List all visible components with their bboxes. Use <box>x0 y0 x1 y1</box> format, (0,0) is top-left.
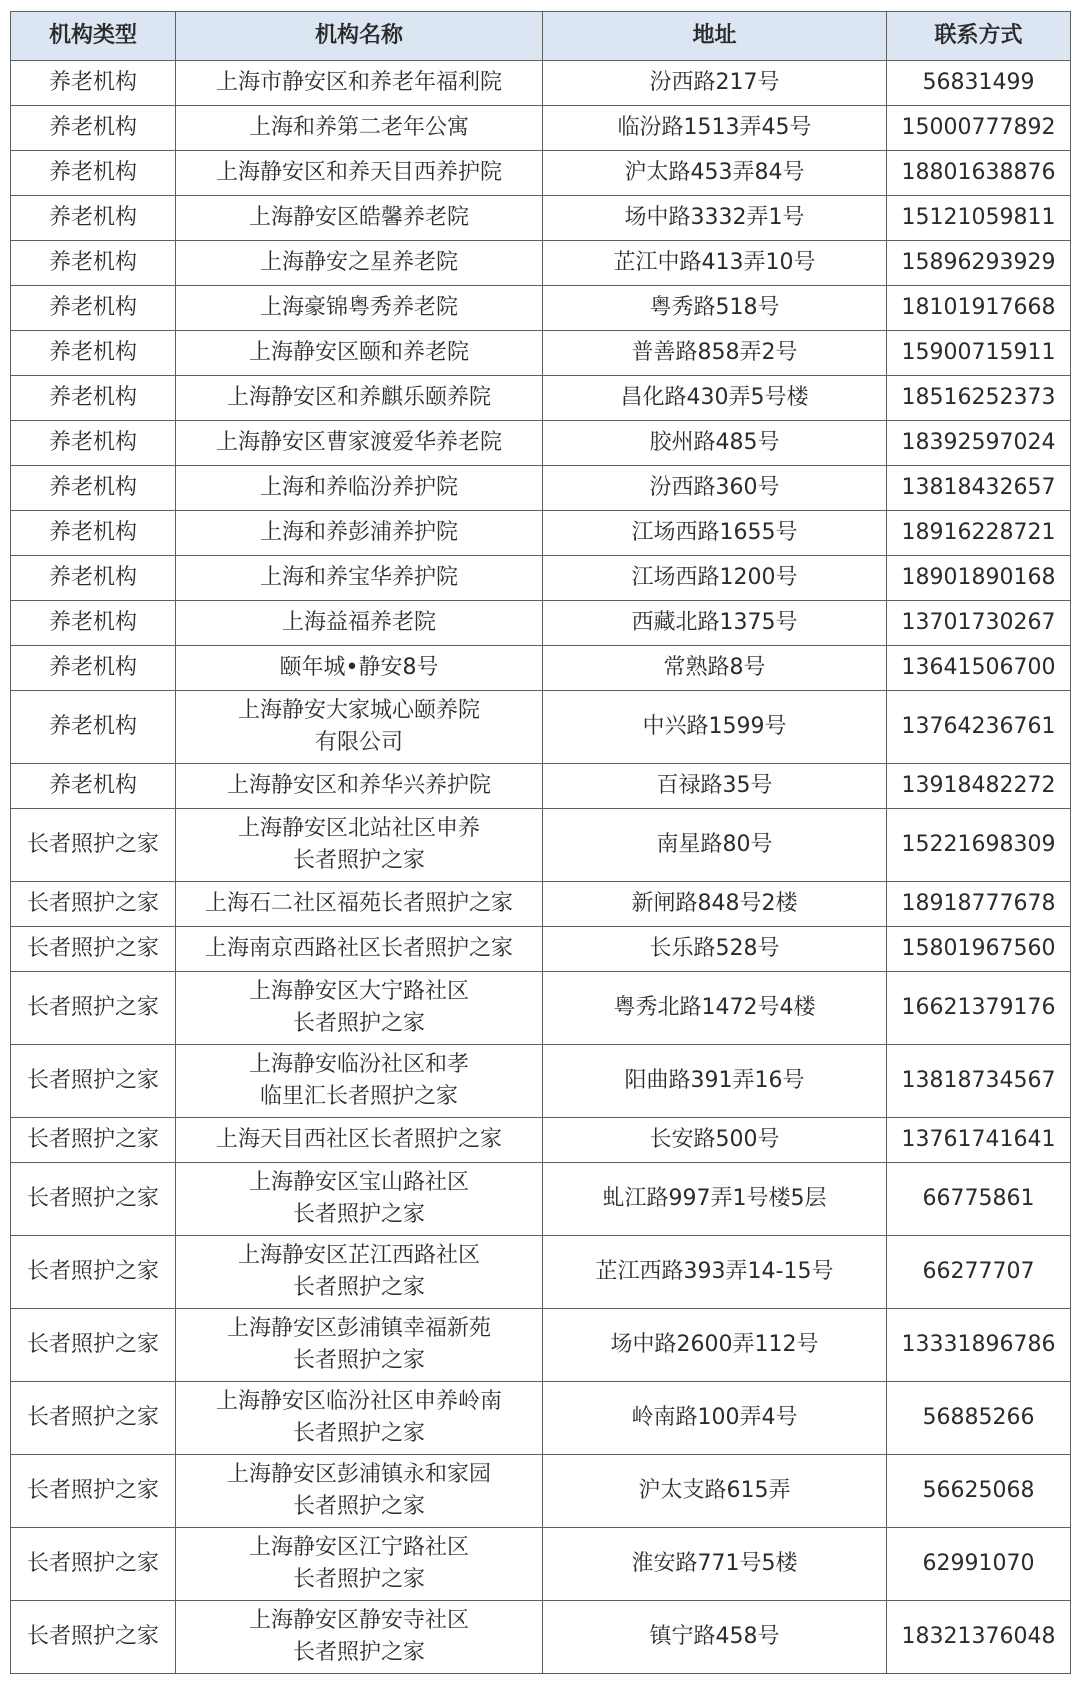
address-cell <box>543 1118 887 1163</box>
phone-cell-text: 18392597024 <box>901 430 1056 455</box>
type-cell-text: 长者照护之家 <box>26 1624 159 1649</box>
phone-cell <box>887 241 1071 286</box>
name-cell <box>176 241 543 286</box>
address-cell <box>543 1309 887 1382</box>
address-cell <box>543 1382 887 1455</box>
type-cell-text: 养老机构 <box>48 295 137 320</box>
type-cell-text: 长者照护之家 <box>26 1332 159 1357</box>
address-cell-text: 胶州路485号 <box>649 430 780 455</box>
table-row <box>11 196 1071 241</box>
name-cell-text: 上海静安区芷江西路社区 长者照护之家 <box>237 1243 480 1300</box>
name-cell-text: 上海静安大家城心颐养院 有限公司 <box>237 698 480 755</box>
phone-cell <box>887 1382 1071 1455</box>
name-cell-text: 上海静安区彭浦镇永和家园 长者照护之家 <box>226 1462 491 1519</box>
type-cell-text: 养老机构 <box>48 250 137 275</box>
name-cell-text: 上海石二社区福苑长者照护之家 <box>204 891 513 916</box>
name-cell-text: 上海和养彭浦养护院 <box>259 520 458 545</box>
type-cell <box>11 196 176 241</box>
name-cell <box>176 151 543 196</box>
phone-cell <box>887 556 1071 601</box>
table-row <box>11 376 1071 421</box>
phone-cell-text: 18801638876 <box>901 160 1056 185</box>
phone-cell <box>887 809 1071 882</box>
address-cell <box>543 241 887 286</box>
phone-cell-text: 15121059811 <box>901 205 1056 230</box>
name-cell <box>176 286 543 331</box>
type-cell <box>11 1118 176 1163</box>
phone-cell <box>887 764 1071 809</box>
phone-cell <box>887 972 1071 1045</box>
name-cell-text: 上海静安区北站社区申养 长者照护之家 <box>237 816 480 873</box>
type-cell <box>11 1382 176 1455</box>
table-row <box>11 882 1071 927</box>
name-cell <box>176 511 543 556</box>
phone-cell-text: 13701730267 <box>901 610 1056 635</box>
phone-cell <box>887 601 1071 646</box>
phone-cell <box>887 1045 1071 1118</box>
address-cell-text: 临汾路1513弄45号 <box>617 115 812 140</box>
name-cell <box>176 421 543 466</box>
type-cell-text: 养老机构 <box>48 565 137 590</box>
type-cell <box>11 972 176 1045</box>
phone-cell <box>887 1118 1071 1163</box>
address-cell-text: 中兴路1599号 <box>642 714 787 739</box>
phone-cell <box>887 466 1071 511</box>
type-cell-text: 长者照护之家 <box>26 891 159 916</box>
name-cell <box>176 1236 543 1309</box>
address-cell-text: 汾西路217号 <box>649 70 780 95</box>
phone-cell-text: 18916228721 <box>901 520 1056 545</box>
address-cell-text: 粤秀路518号 <box>649 295 780 320</box>
address-cell-text: 场中路2600弄112号 <box>610 1332 819 1357</box>
table-row <box>11 691 1071 764</box>
name-cell-text: 上海静安区大宁路社区 长者照护之家 <box>248 979 469 1036</box>
name-cell-text: 上海静安区颐和养老院 <box>248 340 469 365</box>
phone-cell <box>887 511 1071 556</box>
type-cell-text: 长者照护之家 <box>26 1478 159 1503</box>
phone-cell <box>887 882 1071 927</box>
type-cell <box>11 511 176 556</box>
phone-cell <box>887 927 1071 972</box>
table-row <box>11 1455 1071 1528</box>
type-cell-text: 养老机构 <box>48 610 137 635</box>
phone-cell-text: 13331896786 <box>901 1332 1056 1357</box>
name-cell-text: 上海益福养老院 <box>281 610 436 635</box>
name-cell-text: 上海静安区江宁路社区 长者照护之家 <box>248 1535 469 1592</box>
type-cell <box>11 764 176 809</box>
address-cell <box>543 1601 887 1674</box>
type-cell-text: 养老机构 <box>48 385 137 410</box>
address-cell <box>543 1528 887 1601</box>
table-row <box>11 1118 1071 1163</box>
phone-cell <box>887 1528 1071 1601</box>
address-cell-text: 阳曲路391弄16号 <box>624 1068 805 1093</box>
table-row <box>11 61 1071 106</box>
table-row <box>11 1528 1071 1601</box>
phone-cell-text: 56831499 <box>922 70 1035 95</box>
phone-cell-text: 15896293929 <box>901 250 1056 275</box>
phone-cell-text: 13818734567 <box>901 1068 1056 1093</box>
name-cell-text: 上海静安临汾社区和孝 临里汇长者照护之家 <box>248 1052 469 1109</box>
table-row <box>11 331 1071 376</box>
type-cell <box>11 1309 176 1382</box>
name-cell <box>176 1163 543 1236</box>
type-cell-text: 养老机构 <box>48 430 137 455</box>
table-row <box>11 972 1071 1045</box>
name-cell <box>176 106 543 151</box>
name-cell-text: 上海和养第二老年公寓 <box>248 115 469 140</box>
type-cell <box>11 61 176 106</box>
type-cell-text: 长者照护之家 <box>26 1127 159 1152</box>
address-cell <box>543 601 887 646</box>
phone-cell-text: 13761741641 <box>901 1127 1056 1152</box>
name-cell-text: 上海静安区和养麒乐颐养院 <box>226 385 491 410</box>
address-cell <box>543 466 887 511</box>
name-cell <box>176 1455 543 1528</box>
phone-cell <box>887 61 1071 106</box>
phone-cell-text: 18901890168 <box>901 565 1056 590</box>
phone-cell <box>887 286 1071 331</box>
address-cell-text: 粤秀北路1472号4楼 <box>613 995 816 1020</box>
name-cell <box>176 809 543 882</box>
address-cell-text: 岭南路100弄4号 <box>631 1405 798 1430</box>
address-cell-text: 汾西路360号 <box>649 475 780 500</box>
phone-cell <box>887 691 1071 764</box>
phone-cell-text: 13818432657 <box>901 475 1056 500</box>
header-row <box>11 12 1071 61</box>
address-cell-text: 长安路500号 <box>649 1127 780 1152</box>
table-row <box>11 466 1071 511</box>
table-body <box>11 61 1071 1674</box>
address-cell <box>543 927 887 972</box>
type-cell <box>11 376 176 421</box>
phone-cell <box>887 1309 1071 1382</box>
phone-cell-text: 15900715911 <box>901 340 1056 365</box>
type-cell <box>11 421 176 466</box>
address-cell <box>543 151 887 196</box>
address-cell <box>543 882 887 927</box>
table-row <box>11 286 1071 331</box>
table-row <box>11 511 1071 556</box>
name-cell-text: 上海和养宝华养护院 <box>259 565 458 590</box>
type-cell <box>11 151 176 196</box>
name-cell <box>176 1045 543 1118</box>
type-cell-text: 长者照护之家 <box>26 995 159 1020</box>
table-row <box>11 809 1071 882</box>
phone-cell <box>887 1455 1071 1528</box>
type-cell <box>11 556 176 601</box>
type-cell <box>11 882 176 927</box>
phone-cell <box>887 421 1071 466</box>
phone-cell-text: 18321376048 <box>901 1624 1056 1649</box>
phone-cell-text: 62991070 <box>922 1551 1035 1576</box>
type-cell <box>11 331 176 376</box>
type-cell-text: 长者照护之家 <box>26 1068 159 1093</box>
name-cell-text: 上海和养临汾养护院 <box>259 475 458 500</box>
address-cell <box>543 1455 887 1528</box>
name-cell-text: 上海静安区宝山路社区 长者照护之家 <box>248 1170 469 1227</box>
phone-cell-text: 13764236761 <box>901 714 1056 739</box>
type-cell <box>11 601 176 646</box>
address-cell <box>543 421 887 466</box>
name-cell <box>176 972 543 1045</box>
name-cell <box>176 764 543 809</box>
type-cell <box>11 1601 176 1674</box>
address-cell-text: 长乐路528号 <box>649 936 780 961</box>
table-row <box>11 1045 1071 1118</box>
name-cell <box>176 556 543 601</box>
type-cell-text: 养老机构 <box>48 70 137 95</box>
phone-cell-text: 15221698309 <box>901 832 1056 857</box>
type-cell <box>11 691 176 764</box>
table-row <box>11 1382 1071 1455</box>
phone-cell <box>887 196 1071 241</box>
phone-cell-text: 66775861 <box>922 1186 1035 1211</box>
address-cell <box>543 511 887 556</box>
address-cell-text: 江场西路1655号 <box>631 520 798 545</box>
phone-cell-text: 66277707 <box>922 1259 1035 1284</box>
name-cell-text: 上海静安区临汾社区申养岭南 长者照护之家 <box>215 1389 502 1446</box>
name-cell-text: 颐年城•静安8号 <box>279 655 439 680</box>
phone-cell-text: 18918777678 <box>901 891 1056 916</box>
name-cell-text: 上海南京西路社区长者照护之家 <box>204 936 513 961</box>
name-cell-text: 上海静安之星养老院 <box>259 250 458 275</box>
phone-cell <box>887 646 1071 691</box>
address-cell <box>543 286 887 331</box>
address-cell-text: 普善路858弄2号 <box>631 340 798 365</box>
type-cell-text: 养老机构 <box>48 160 137 185</box>
type-cell <box>11 1236 176 1309</box>
name-cell <box>176 466 543 511</box>
phone-cell-text: 18516252373 <box>901 385 1056 410</box>
address-cell-text: 百禄路35号 <box>656 773 773 798</box>
table-row <box>11 556 1071 601</box>
address-cell <box>543 691 887 764</box>
name-cell <box>176 927 543 972</box>
address-cell-text: 芷江中路413弄10号 <box>613 250 816 275</box>
type-cell <box>11 646 176 691</box>
type-cell <box>11 106 176 151</box>
type-cell-text: 长者照护之家 <box>26 1186 159 1211</box>
name-cell-text: 上海静安区彭浦镇幸福新苑 长者照护之家 <box>226 1316 491 1373</box>
type-cell-text: 养老机构 <box>48 714 137 739</box>
phone-cell <box>887 1163 1071 1236</box>
type-cell-text: 长者照护之家 <box>26 1405 159 1430</box>
table-row <box>11 1236 1071 1309</box>
address-cell <box>543 376 887 421</box>
table-row <box>11 1601 1071 1674</box>
table-row <box>11 927 1071 972</box>
type-cell-text: 养老机构 <box>48 520 137 545</box>
table-row <box>11 421 1071 466</box>
address-cell-text: 沪太路453弄84号 <box>624 160 805 185</box>
name-cell <box>176 331 543 376</box>
name-cell <box>176 882 543 927</box>
address-cell-text: 场中路3332弄1号 <box>624 205 805 230</box>
address-cell <box>543 331 887 376</box>
phone-cell <box>887 151 1071 196</box>
name-cell-text: 上海天目西社区长者照护之家 <box>215 1127 502 1152</box>
address-cell-text: 镇宁路458号 <box>649 1624 780 1649</box>
address-cell-text: 芷江西路393弄14-15号 <box>595 1259 834 1284</box>
address-cell-text: 虬江路997弄1号楼5层 <box>602 1186 827 1211</box>
type-cell <box>11 241 176 286</box>
type-cell-text: 养老机构 <box>48 773 137 798</box>
name-cell <box>176 601 543 646</box>
name-cell <box>176 61 543 106</box>
name-cell <box>176 1382 543 1455</box>
name-cell-text: 上海静安区曹家渡爱华养老院 <box>215 430 502 455</box>
type-cell <box>11 927 176 972</box>
phone-cell-text: 18101917668 <box>901 295 1056 320</box>
address-cell-text: 新闸路848号2楼 <box>631 891 798 916</box>
address-cell-text: 江场西路1200号 <box>631 565 798 590</box>
type-cell <box>11 1455 176 1528</box>
table-row <box>11 151 1071 196</box>
institution-table <box>10 11 1071 1674</box>
phone-cell-text: 56885266 <box>922 1405 1035 1430</box>
table-row <box>11 1309 1071 1382</box>
address-cell <box>543 1163 887 1236</box>
address-cell-text: 昌化路430弄5号楼 <box>620 385 809 410</box>
type-cell-text: 长者照护之家 <box>26 1551 159 1576</box>
type-cell <box>11 1045 176 1118</box>
table-row <box>11 601 1071 646</box>
type-cell-text: 养老机构 <box>48 115 137 140</box>
type-cell <box>11 466 176 511</box>
address-cell <box>543 809 887 882</box>
address-cell <box>543 61 887 106</box>
name-cell <box>176 196 543 241</box>
type-cell-text: 养老机构 <box>48 340 137 365</box>
address-cell <box>543 196 887 241</box>
name-cell-text: 上海静安区和养华兴养护院 <box>226 773 491 798</box>
address-cell <box>543 646 887 691</box>
phone-cell <box>887 376 1071 421</box>
address-cell-text: 淮安路771号5楼 <box>631 1551 798 1576</box>
type-cell-text: 长者照护之家 <box>26 936 159 961</box>
table-row <box>11 646 1071 691</box>
header-address: 地址 <box>543 12 887 61</box>
phone-cell <box>887 1601 1071 1674</box>
name-cell-text: 上海豪锦粤秀养老院 <box>259 295 458 320</box>
phone-cell-text: 13918482272 <box>901 773 1056 798</box>
type-cell <box>11 809 176 882</box>
name-cell <box>176 376 543 421</box>
name-cell <box>176 691 543 764</box>
address-cell <box>543 556 887 601</box>
type-cell-text: 长者照护之家 <box>26 1259 159 1284</box>
phone-cell-text: 56625068 <box>922 1478 1035 1503</box>
name-cell <box>176 1118 543 1163</box>
address-cell <box>543 764 887 809</box>
address-cell <box>543 106 887 151</box>
type-cell-text: 长者照护之家 <box>26 832 159 857</box>
phone-cell-text: 15801967560 <box>901 936 1056 961</box>
header-type: 机构类型 <box>11 12 176 61</box>
table-row <box>11 1163 1071 1236</box>
type-cell-text: 养老机构 <box>48 655 137 680</box>
address-cell-text: 南星路80号 <box>656 832 773 857</box>
table-row <box>11 106 1071 151</box>
name-cell <box>176 646 543 691</box>
address-cell <box>543 972 887 1045</box>
name-cell-text: 上海静安区静安寺社区 长者照护之家 <box>248 1608 469 1665</box>
address-cell-text: 西藏北路1375号 <box>631 610 798 635</box>
phone-cell-text: 16621379176 <box>901 995 1056 1020</box>
phone-cell <box>887 331 1071 376</box>
name-cell <box>176 1309 543 1382</box>
table-row <box>11 241 1071 286</box>
name-cell-text: 上海静安区皓馨养老院 <box>248 205 469 230</box>
phone-cell-text: 15000777892 <box>901 115 1056 140</box>
phone-cell-text: 13641506700 <box>901 655 1056 680</box>
phone-cell <box>887 1236 1071 1309</box>
address-cell-text: 常熟路8号 <box>663 655 766 680</box>
table-row <box>11 764 1071 809</box>
name-cell <box>176 1601 543 1674</box>
type-cell-text: 养老机构 <box>48 205 137 230</box>
name-cell <box>176 1528 543 1601</box>
name-cell-text: 上海市静安区和养老年福利院 <box>215 70 502 95</box>
phone-cell <box>887 106 1071 151</box>
header-phone: 联系方式 <box>887 12 1071 61</box>
address-cell-text: 沪太支路615弄 <box>638 1478 791 1503</box>
address-cell <box>543 1045 887 1118</box>
type-cell <box>11 286 176 331</box>
name-cell-text: 上海静安区和养天目西养护院 <box>215 160 502 185</box>
type-cell <box>11 1528 176 1601</box>
header-name: 机构名称 <box>176 12 543 61</box>
type-cell-text: 养老机构 <box>48 475 137 500</box>
address-cell <box>543 1236 887 1309</box>
type-cell <box>11 1163 176 1236</box>
